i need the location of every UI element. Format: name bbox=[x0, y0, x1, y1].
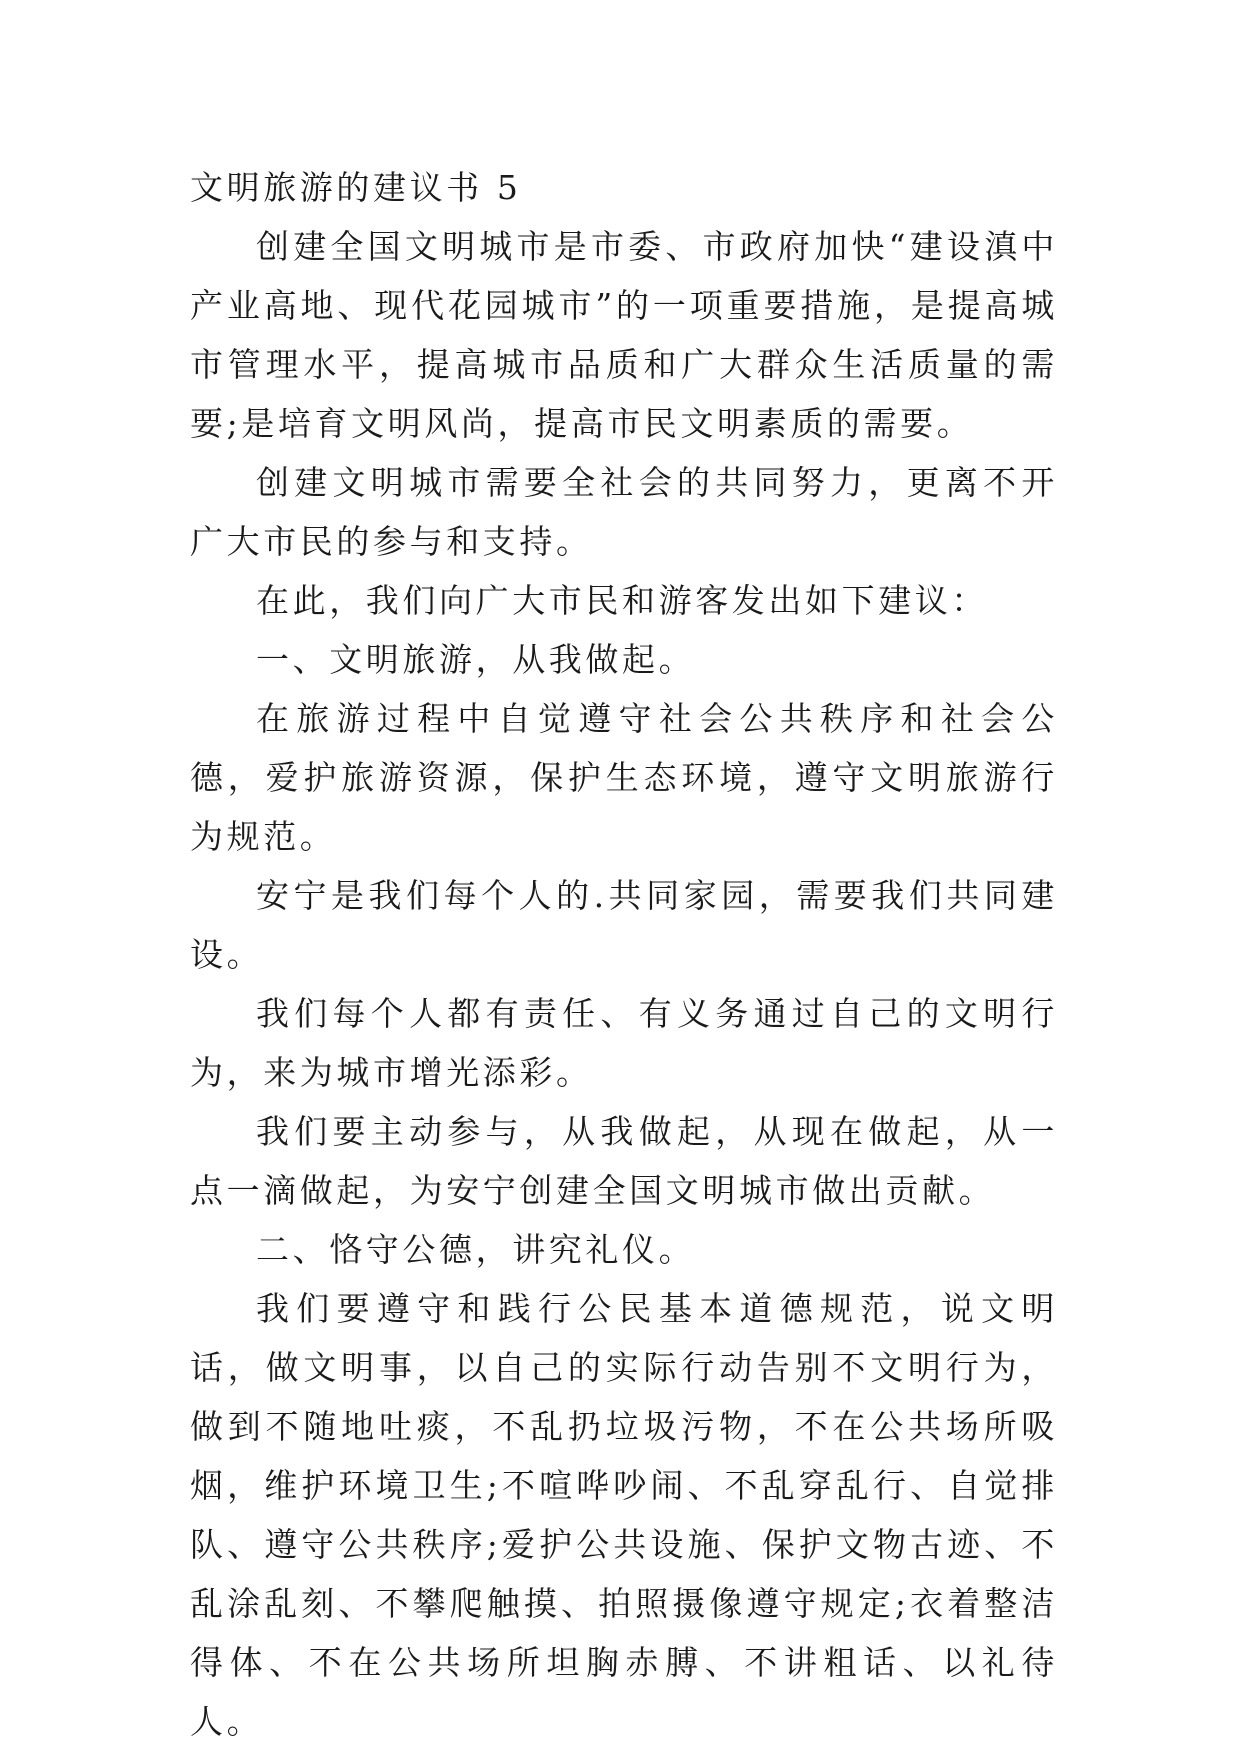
section-heading-2: 二、恪守公德，讲究礼仪。 bbox=[256, 1230, 696, 1269]
paragraph-3: 在此，我们向广大市民和游客发出如下建议： bbox=[256, 581, 988, 620]
document-title: 文明旅游的建议书 5 bbox=[190, 168, 522, 207]
paragraph-7: 我们每个人都有责任、有义务通过自己的文明行为，来为城市增光添彩。 bbox=[190, 994, 1058, 1092]
paragraph-6: 安宁是我们每个人的.共同家园，需要我们共同建设。 bbox=[190, 876, 1058, 974]
paragraph-5: 在旅游过程中自觉遵守社会公共秩序和社会公德，爱护旅游资源，保护生态环境，遵守文明旅游行为规范。 bbox=[190, 699, 1058, 856]
document-body bbox=[190, 158, 1058, 1751]
paragraph-1: 创建全国文明城市是市委、市政府加快“建设滇中产业高地、现代花园城市”的一项重要措施，是提高城市管理水平，提高城市品质和广大群众生活质量的需要;是培育文明风尚，提高市民文明素质的需要。 bbox=[190, 227, 1058, 443]
paragraph-2: 创建文明城市需要全社会的共同努力，更离不开广大市民的参与和支持。 bbox=[190, 463, 1058, 561]
paragraph-8: 我们要主动参与，从我做起，从现在做起，从一点一滴做起，为安宁创建全国文明城市做出贡献。 bbox=[190, 1112, 1058, 1210]
paragraph-10: 我们要遵守和践行公民基本道德规范，说文明话，做文明事，以自己的实际行动告别不文明行为，做到不随地吐痰，不乱扔垃圾污物，不在公共场所吸烟，维护环境卫生;不喧哗吵闹、不乱穿乱行、自觉排队、遵守公共秩序;爱护公共设施、保护文物古迹、不乱涂乱刻、不攀爬触摸、拍照摄像遵守规定;衣着整洁得体、不在公共场所坦胸赤膊、不讲粗话、以礼待人。 bbox=[190, 1289, 1058, 1741]
section-heading-1: 一、文明旅游，从我做起。 bbox=[256, 640, 696, 679]
